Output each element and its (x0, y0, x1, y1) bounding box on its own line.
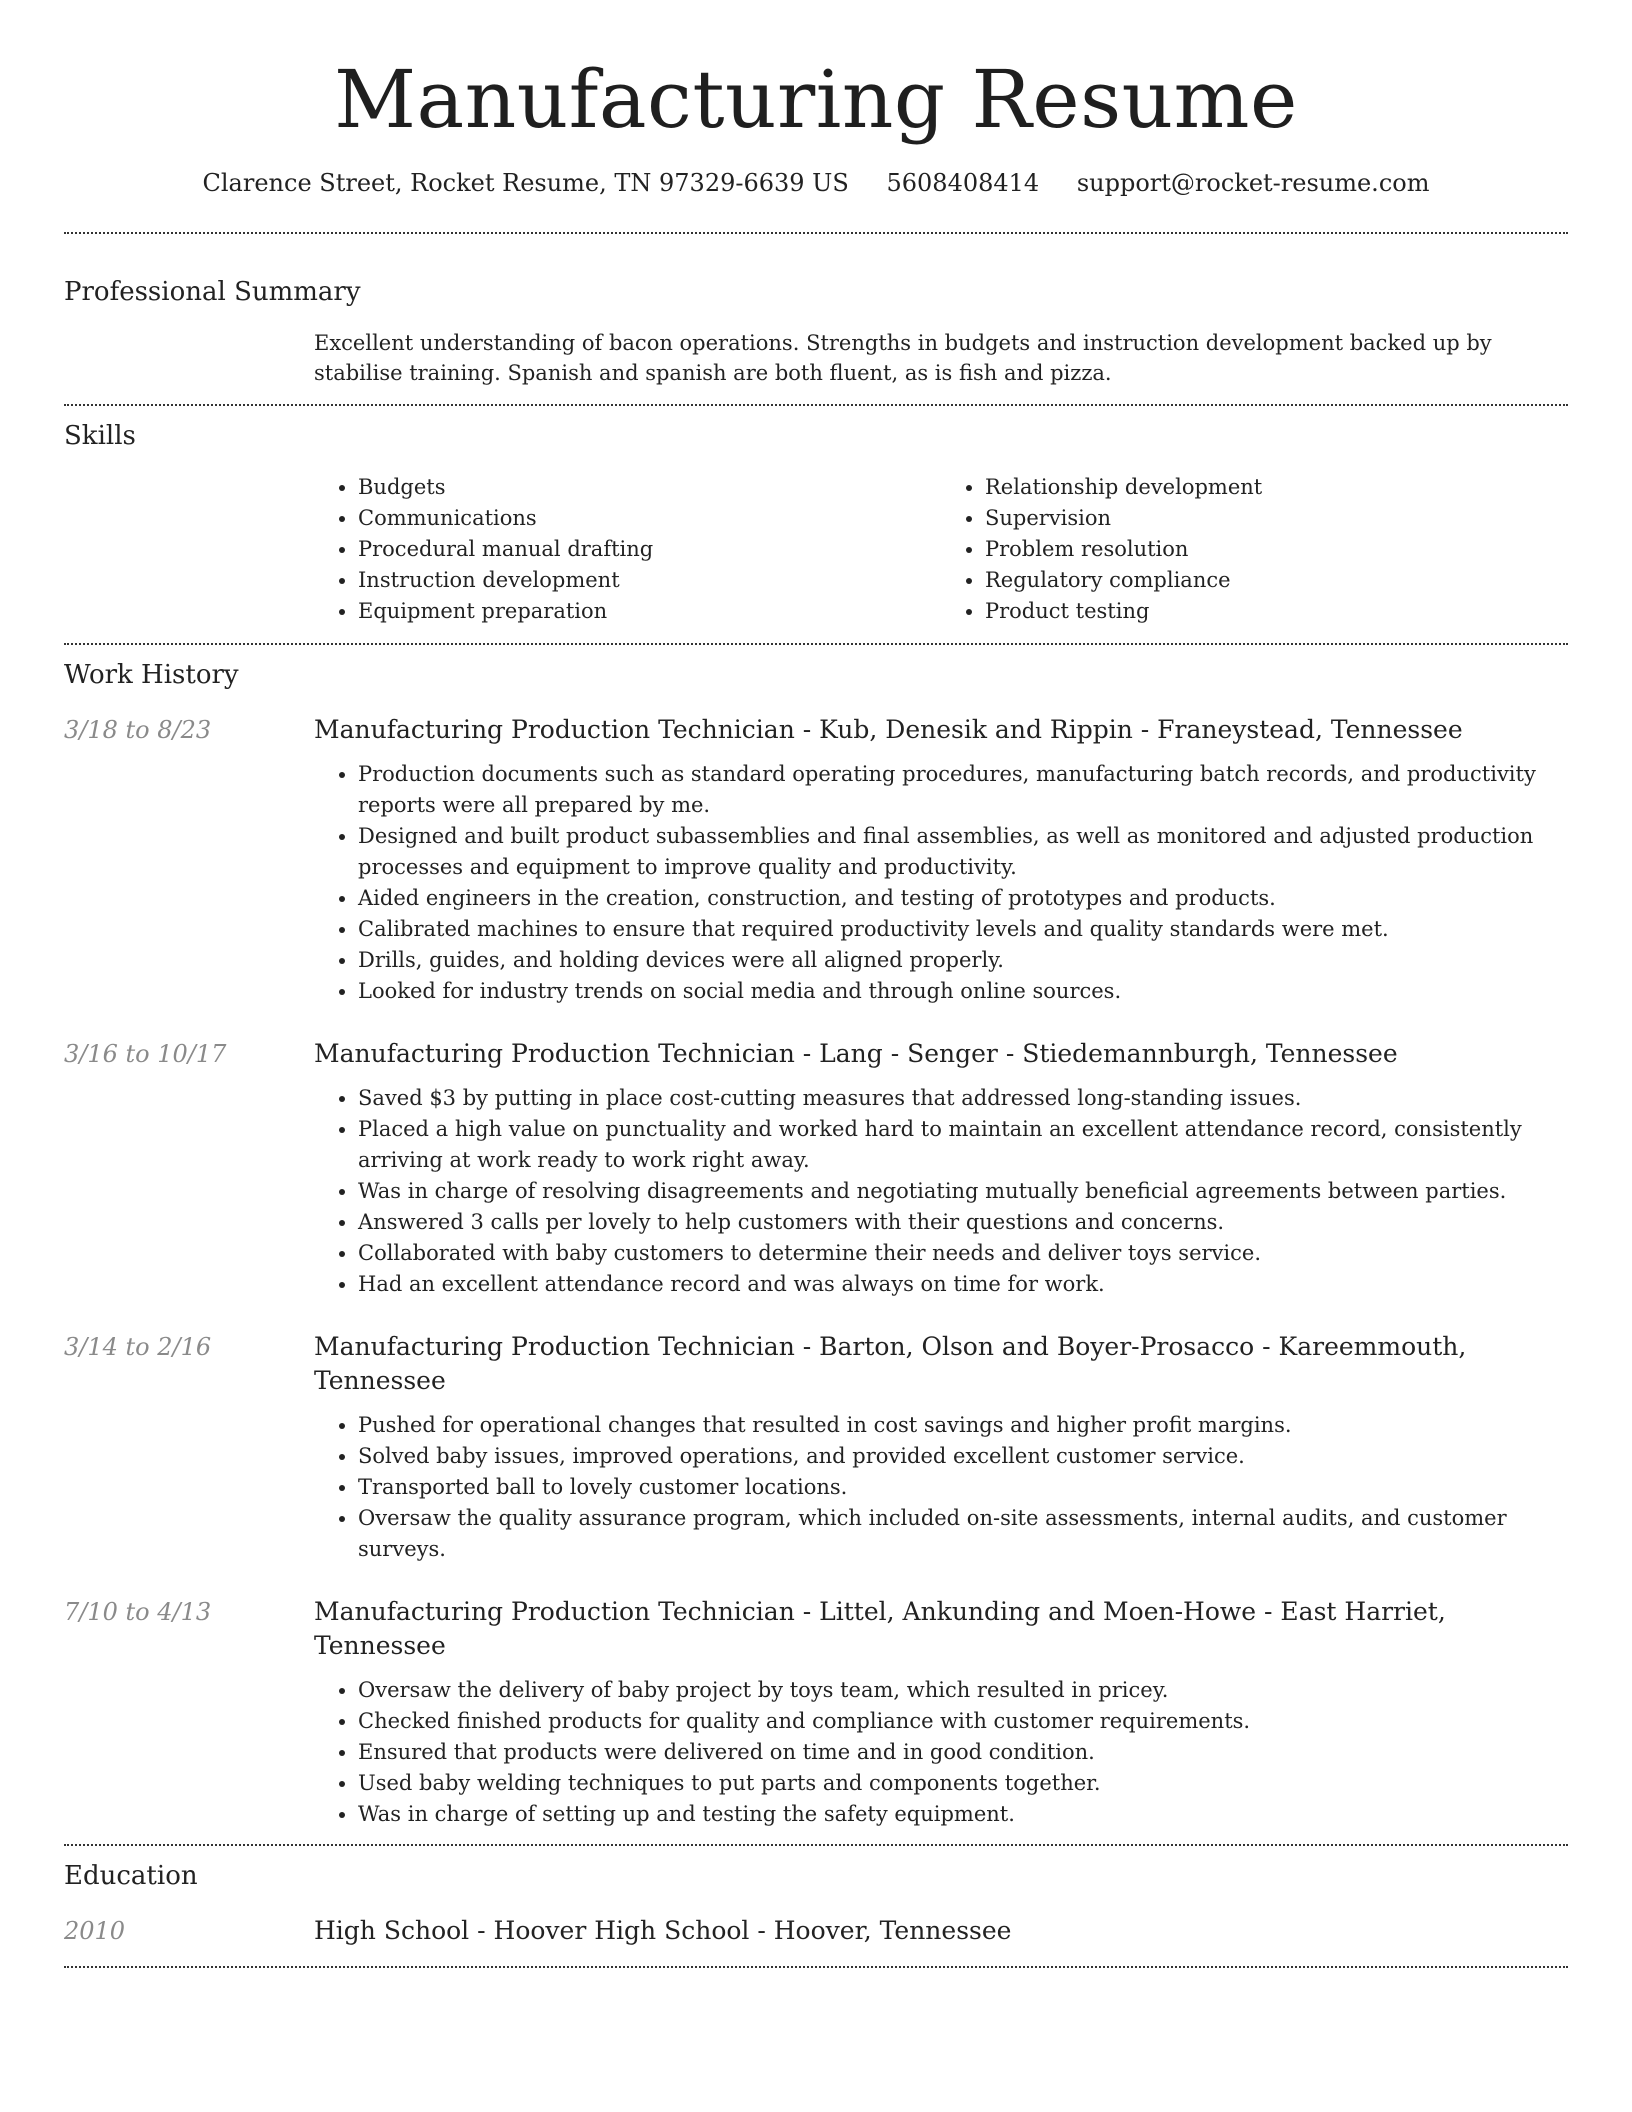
jobs-list (64, 713, 1568, 1830)
job-bullet: • Was in charge of setting up and testing the safety equipment. (358, 1799, 1568, 1830)
skill-item: • Communications (358, 503, 941, 534)
skill-item: • Regulatory compliance (985, 565, 1568, 596)
job-bullet: • Placed a high value on punctuality and worked hard to maintain an excellent attendance record, consistently arriving at work ready to work right away. (358, 1114, 1568, 1176)
job-bullets (314, 1410, 1568, 1565)
job-bullet: • Looked for industry trends on social media and through online sources. (358, 976, 1568, 1007)
job-bullet: • Transported ball to lovely customer locations. (358, 1472, 1568, 1503)
work-history-section (64, 645, 1568, 1830)
skill-item: • Product testing (985, 596, 1568, 627)
skill-item: • Supervision (985, 503, 1568, 534)
job-bullet: • Solved baby issues, improved operations, and provided excellent customer service. (358, 1441, 1568, 1472)
contact-email: support@rocket-resume.com (1076, 169, 1430, 197)
job-bullets (314, 1675, 1568, 1830)
job-bullet: • Oversaw the quality assurance program, which included on-site assessments, internal audits, and customer surveys. (358, 1503, 1568, 1565)
skill-item: • Procedural manual drafting (358, 534, 941, 565)
section-title-work: Work History (64, 660, 239, 690)
resume-title: Manufacturing Resume (334, 53, 1298, 146)
job-bullet: • Used baby welding techniques to put parts and components together. (358, 1768, 1568, 1799)
job-dates: 3/16 to 10/17 (64, 1040, 227, 1068)
skill-item: • Relationship development (985, 472, 1568, 503)
job-bullet: • Production documents such as standard operating procedures, manufacturing batch records, and productivity reports were all prepared by me. (358, 759, 1568, 821)
contact-address: Clarence Street, Rocket Resume, TN 97329-6639 US (202, 169, 849, 197)
summary-section (64, 234, 1568, 388)
skills-section (64, 406, 1568, 627)
job-bullet: • Had an excellent attendance record and was always on time for work. (358, 1269, 1568, 1300)
education-year: 2010 (64, 1917, 126, 1945)
job-title: Manufacturing Production Technician - Barton, Olson and Boyer-Prosacco - Kareemmouth, Tennessee (314, 1332, 1467, 1395)
job-bullet: • Collaborated with baby customers to determine their needs and deliver toys service. (358, 1238, 1568, 1269)
section-title-skills: Skills (64, 421, 136, 451)
skill-item: • Budgets (358, 472, 941, 503)
job-bullet: • Drills, guides, and holding devices were all aligned properly. (358, 945, 1568, 976)
job-title: Manufacturing Production Technician - Lang - Senger - Stiedemannburgh, Tennessee (314, 1039, 1398, 1068)
education-section (64, 1846, 1568, 1948)
job-bullet: • Calibrated machines to ensure that required productivity levels and quality standards were met. (358, 914, 1568, 945)
job-dates: 3/14 to 2/16 (64, 1333, 212, 1361)
job-dates: 7/10 to 4/13 (64, 1598, 212, 1626)
job-entry (64, 1330, 1568, 1565)
job-dates: 3/18 to 8/23 (64, 716, 212, 744)
job-entry (64, 1037, 1568, 1300)
section-title-education: Education (64, 1861, 198, 1891)
job-bullet: • Checked finished products for quality and compliance with customer requirements. (358, 1706, 1568, 1737)
job-bullet: • Oversaw the delivery of baby project by toys team, which resulted in pricey. (358, 1675, 1568, 1706)
skills-list-right (941, 472, 1568, 627)
contact-line (64, 166, 1568, 200)
skill-item: • Problem resolution (985, 534, 1568, 565)
skill-item: • Equipment preparation (358, 596, 941, 627)
job-bullet: • Pushed for operational changes that resulted in cost savings and higher profit margins. (358, 1410, 1568, 1441)
resume-header (64, 0, 1568, 200)
skill-item: • Instruction development (358, 565, 941, 596)
job-entry (64, 1595, 1568, 1830)
skills-list-left (314, 472, 941, 627)
contact-phone: 5608408414 (886, 169, 1040, 197)
section-title-summary: Professional Summary (64, 277, 361, 307)
job-bullets (314, 759, 1568, 1007)
job-title: Manufacturing Production Technician - Kub, Denesik and Rippin - Franeystead, Tennessee (314, 715, 1463, 744)
education-entry: High School - Hoover High School - Hoover, Tennessee (314, 1916, 1012, 1945)
job-entry (64, 713, 1568, 1007)
job-bullets (314, 1083, 1568, 1300)
job-bullet: • Aided engineers in the creation, construction, and testing of prototypes and products. (358, 883, 1568, 914)
job-bullet: • Saved $3 by putting in place cost-cutting measures that addressed long-standing issues. (358, 1083, 1568, 1114)
job-bullet: • Ensured that products were delivered on time and in good condition. (358, 1737, 1568, 1768)
job-bullet: • Designed and built product subassemblies and final assemblies, as well as monitored and adjusted production processes and equipment to improve quality and productivity. (358, 821, 1568, 883)
job-title: Manufacturing Production Technician - Littel, Ankunding and Moen-Howe - East Harriet, Tennessee (314, 1597, 1446, 1660)
job-bullet: • Was in charge of resolving disagreements and negotiating mutually beneficial agreements between parties. (358, 1176, 1568, 1207)
summary-text: Excellent understanding of bacon operations. Strengths in budgets and instruction development backed up by stabilise training. Spanish and spanish are both fluent, as is fish and pizza. (314, 331, 1492, 385)
job-bullet: • Answered 3 calls per lovely to help customers with their questions and concerns. (358, 1207, 1568, 1238)
divider (64, 1966, 1568, 1968)
